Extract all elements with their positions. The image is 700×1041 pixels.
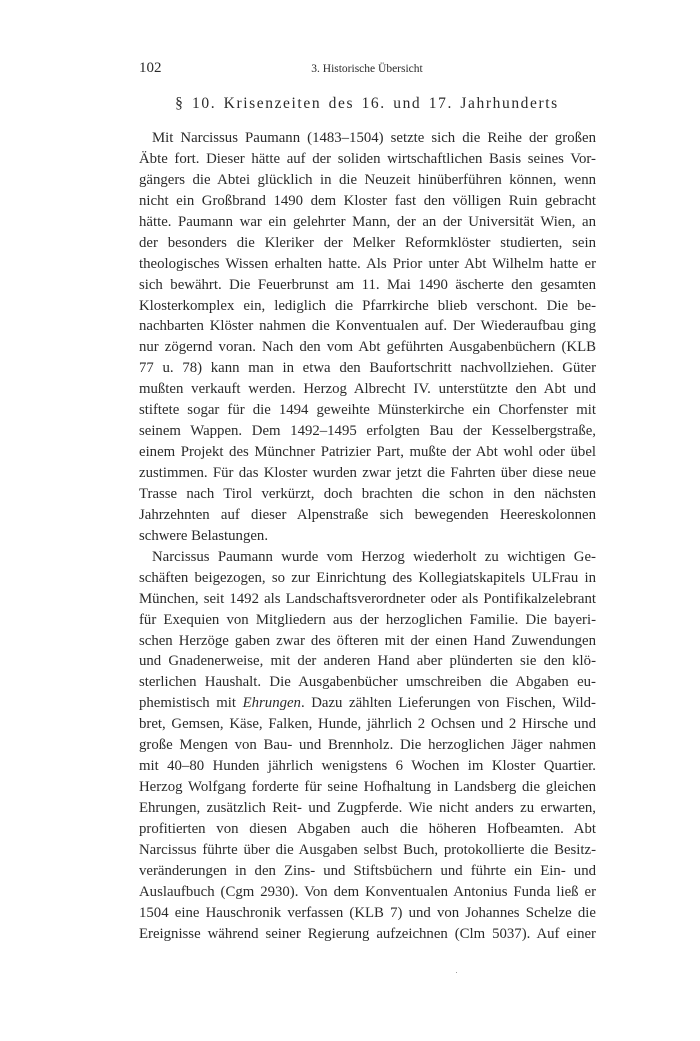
text-line bbox=[139, 693, 596, 714]
text-line: gängers die Abtei glücklich in die Neuzeit hinüberführen können, wenn bbox=[139, 171, 596, 188]
emphasis-text: Ehrungen bbox=[242, 695, 301, 712]
text-run: . Dazu zählten Lieferungen von Fischen, Wild- bbox=[300, 695, 596, 712]
text-line: bret, Gemsen, Käse, Falken, Hunde, jährlich 2 Ochsen und 2 Hirsche und bbox=[139, 716, 596, 733]
text-line: 1504 eine Hauschronik verfassen (KLB 7) und von Johannes Schelze die bbox=[139, 904, 596, 921]
text-line: veränderungen in den Zins- und Stiftsbüchern und führte ein Ein- und bbox=[139, 862, 596, 879]
text-line: nachbarten Klöster nahmen die Konventualen auf. Der Wiederaufbau ging bbox=[139, 318, 596, 335]
text-line: seinem Wappen. Dem 1492–1495 erfolgten Bau der Kesselbergstraße, bbox=[139, 423, 596, 440]
text-line: schwere Belastungen. bbox=[139, 527, 269, 544]
text-line: der besonders die Kleriker der Melker Reformklöster studierten, sein bbox=[139, 234, 596, 251]
scan-speck bbox=[456, 972, 457, 973]
text-line: stiftete sogar für die 1494 geweihte Münsterkirche ein Chorfenster mit bbox=[139, 402, 596, 419]
text-line: Narcissus Paumann wurde vom Herzog wiederholt zu wichtigen Ge- bbox=[152, 548, 596, 565]
text-line: mußten verkauft werden. Herzog Albrecht IV. unterstützte den Abt und bbox=[139, 381, 596, 398]
text-line: sterlichen Haushalt. Die Ausgabenbücher umschreiben die Abgaben eu- bbox=[139, 674, 596, 691]
text-line: 77 u. 78) kann man in etwa den Baufortschritt nachvollziehen. Güter bbox=[139, 360, 596, 377]
running-title: 3. Historische Übersicht bbox=[311, 63, 423, 75]
text-line: und Gnadenerweise, mit der anderen Hand aber plünderten sie den klö- bbox=[139, 653, 596, 670]
body-text bbox=[139, 128, 596, 945]
text-line: schen Herzöge gaben zwar des öfteren mit der einen Hand Zuwendungen bbox=[139, 632, 596, 649]
text-line: sich bewährt. Die Feuerbrunst am 11. Mai 1490 äscherte den gesamten bbox=[139, 276, 596, 293]
text-line: Narcissus führte über die Ausgaben selbst Buch, protokollierte die Besitz- bbox=[139, 841, 596, 858]
section-heading: § 10. Krisenzeiten des 16. und 17. Jahrhunderts bbox=[175, 95, 559, 112]
text-line: mit 40–80 Hunden jährlich wenigstens 6 Wochen im Kloster Quartier. bbox=[139, 758, 596, 775]
text-line: hätte. Paumann war ein gelehrter Mann, der an der Universität Wien, an bbox=[139, 213, 596, 230]
text-line: Äbte fort. Dieser hätte auf der soliden wirtschaftlichen Basis seines Vor- bbox=[139, 150, 596, 167]
text-line: schäften beigezogen, so zur Einrichtung des Kollegiatskapitels ULFrau in bbox=[139, 569, 596, 586]
text-line: Ereignisse während seiner Regierung aufzeichnen (Clm 5037). Auf einer bbox=[139, 925, 596, 942]
text-run: phemistisch mit bbox=[139, 695, 243, 712]
text-line: Jahrzehnten auf dieser Alpenstraße sich bewegenden Heereskolonnen bbox=[139, 506, 596, 523]
text-line: Herzog Wolfgang forderte für seine Hofhaltung in Landsberg die gleichen bbox=[139, 779, 596, 796]
text-line: Trasse nach Tirol verkürzt, doch brachten die schon in den nächsten bbox=[139, 485, 596, 502]
page-number: 102 bbox=[139, 60, 162, 76]
text-line: Klosterkomplex ein, lediglich die Pfarrkirche blieb verschont. Die be- bbox=[139, 297, 596, 314]
text-line: einem Projekt des Münchner Patrizier Part, mußte der Abt wohl oder übel bbox=[139, 444, 596, 461]
text-line: Auslaufbuch (Cgm 2930). Von dem Konventualen Antonius Funda ließ er bbox=[139, 883, 596, 900]
text-line: profitierten von diesen Abgaben auch die höheren Hofbeamten. Abt bbox=[139, 820, 596, 837]
running-header bbox=[139, 58, 595, 78]
text-line: theologisches Wissen erhalten hatte. Als Prior unter Abt Wilhelm hatte er bbox=[139, 255, 596, 272]
text-line: München, seit 1492 als Landschaftsverordneter oder als Pontifikalzelebrant bbox=[139, 590, 596, 607]
text-line: Ehrungen, zusätzlich Reit- und Zugpferde. Wie nicht anders zu erwarten, bbox=[139, 800, 596, 816]
text-line: große Mengen von Bau- und Brennholz. Die herzoglichen Jäger nahmen bbox=[139, 737, 596, 754]
text-line: zustimmen. Für das Kloster wurden zwar jetzt die Fahrten über diese neue bbox=[139, 465, 596, 481]
text-line: für Exequien von Mitgliedern aus der herzoglichen Familie. Die bayeri- bbox=[139, 611, 596, 628]
text-line: Mit Narcissus Paumann (1483–1504) setzte sich die Reihe der großen bbox=[152, 130, 596, 146]
text-line: nur zögernd voran. Nach den vom Abt geführten Ausgabenbüchern (KLB bbox=[139, 339, 596, 356]
text-line: nicht ein Großbrand 1490 dem Kloster fast den völligen Ruin gebracht bbox=[139, 192, 596, 209]
